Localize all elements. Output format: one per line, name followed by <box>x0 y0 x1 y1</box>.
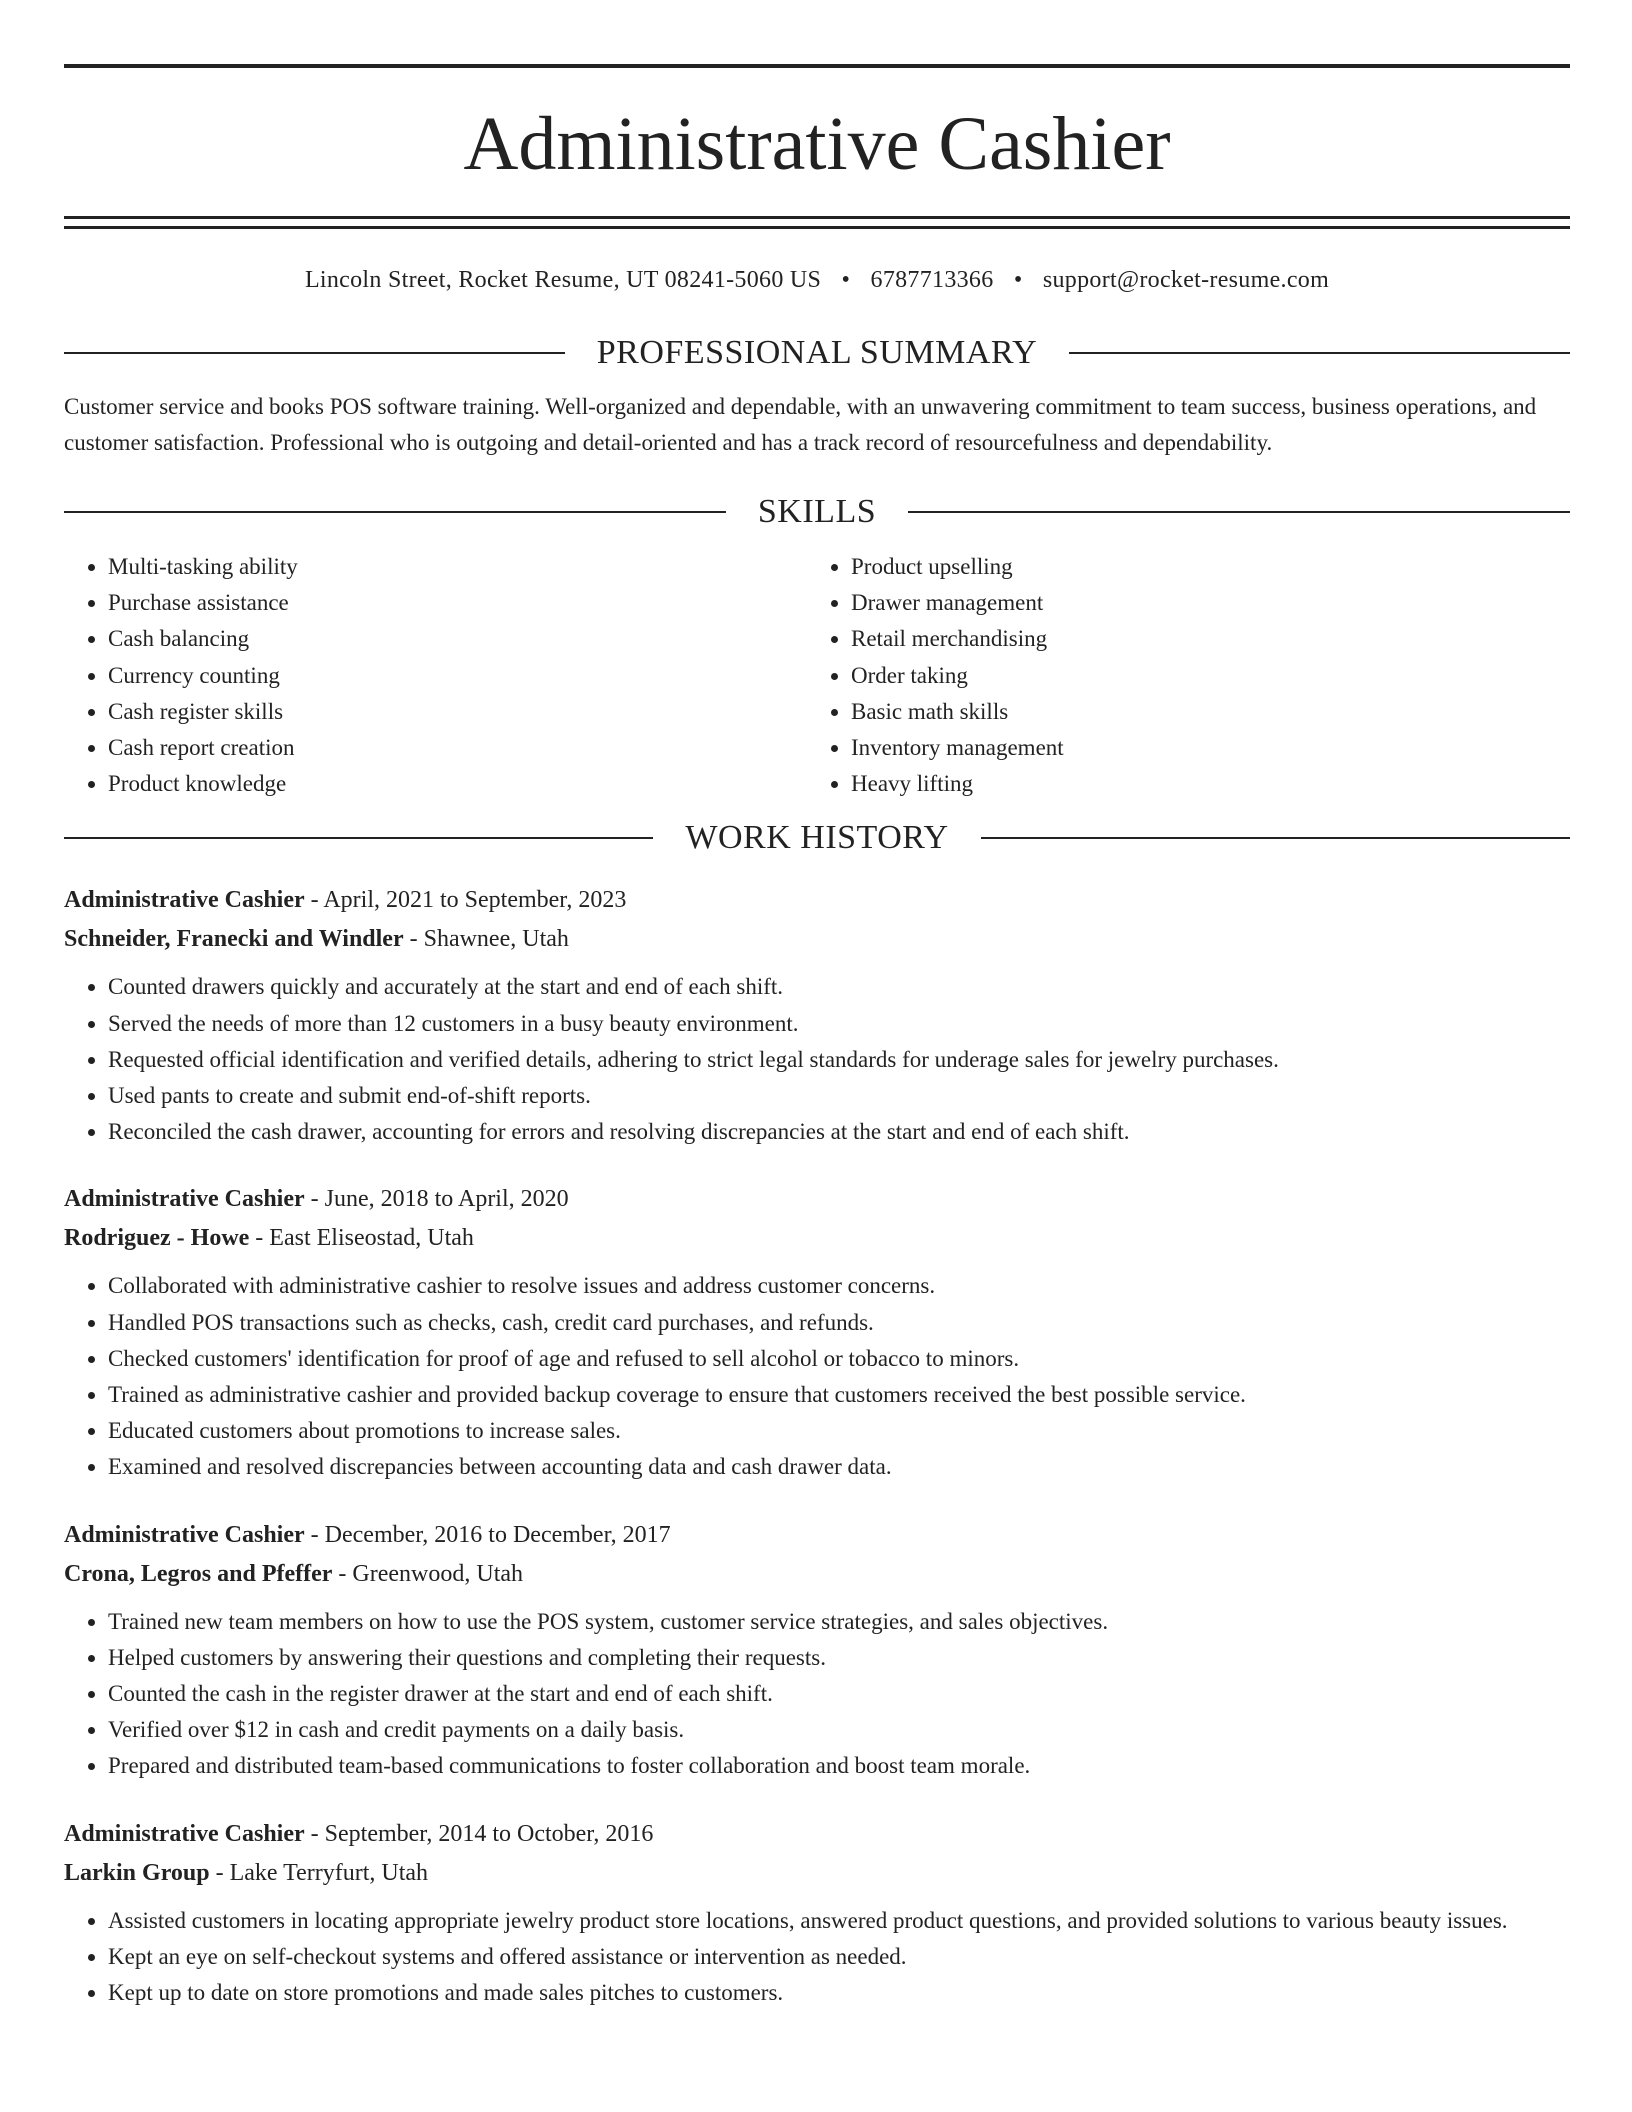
skill-item: • Order taking <box>851 658 1550 694</box>
heading-rule-right <box>908 511 1570 513</box>
duty-item: • Checked customers' identification for proof of age and refused to sell alcohol or tobacco to minors. <box>108 1341 1570 1377</box>
contact-separator: • <box>1013 267 1023 293</box>
skill-item: • Cash report creation <box>108 730 807 766</box>
contact-separator: • <box>841 267 851 293</box>
heading-rule-right <box>1069 352 1570 354</box>
job-role: Administrative Cashier <box>64 887 305 914</box>
skills-list <box>64 549 1570 802</box>
job-dates: - April, 2021 to September, 2023 <box>304 887 627 914</box>
job-company: Rodriguez - Howe <box>64 1225 250 1252</box>
job-dates: - December, 2016 to December, 2017 <box>304 1521 671 1548</box>
duty-item: • Used pants to create and submit end-of-shift reports. <box>108 1078 1570 1114</box>
heading-rule-right <box>981 837 1570 839</box>
skills-title: SKILLS <box>757 493 877 530</box>
skill-item: • Cash register skills <box>108 694 807 730</box>
header-double-rule-top <box>64 216 1570 219</box>
summary-title: PROFESSIONAL SUMMARY <box>596 334 1038 371</box>
duty-item: • Educated customers about promotions to increase sales. <box>108 1413 1570 1449</box>
job-entry <box>64 1815 1570 2012</box>
skill-item: • Multi-tasking ability <box>108 549 807 585</box>
job-entry <box>64 1180 1570 1485</box>
job-location: - East Eliseostad, Utah <box>249 1225 474 1252</box>
job-role: Administrative Cashier <box>64 1186 305 1213</box>
duty-item: • Kept an eye on self-checkout systems and offered assistance or intervention as needed. <box>108 1939 1570 1975</box>
job-company-line <box>64 920 1570 959</box>
contact-phone: 6787713366 <box>870 267 994 293</box>
summary-text: Customer service and books POS software training. Well-organized and dependable, with an unwavering commitment to team success, business operations, and customer satisfaction. Professional who is outgoing and detail-oriented and has a track record of resourcefulness and dependability. <box>64 394 1537 455</box>
skill-item: • Retail merchandising <box>851 621 1550 657</box>
heading-rule-left <box>64 352 565 354</box>
skill-item: • Heavy lifting <box>851 766 1550 802</box>
contact-line <box>64 265 1570 295</box>
duty-item: • Reconciled the cash drawer, accounting for errors and resolving discrepancies at the start and end of each shift. <box>108 1114 1570 1150</box>
job-entry <box>64 881 1570 1150</box>
resume <box>64 64 1570 2011</box>
skills-section-heading <box>64 491 1570 533</box>
duty-item: • Counted drawers quickly and accurately at the start and end of each shift. <box>108 969 1570 1005</box>
job-location: - Shawnee, Utah <box>403 926 569 953</box>
skill-item: • Product upselling <box>851 549 1550 585</box>
skill-item: • Basic math skills <box>851 694 1550 730</box>
job-title-line <box>64 1815 1570 1854</box>
job-role: Administrative Cashier <box>64 1820 305 1847</box>
job-entry <box>64 1516 1570 1785</box>
job-duties <box>64 969 1570 1150</box>
job-duties <box>64 1268 1570 1485</box>
skill-item: • Product knowledge <box>108 766 807 802</box>
contact-email: support@rocket-resume.com <box>1042 267 1330 293</box>
heading-rule-left <box>64 511 726 513</box>
duty-item: • Examined and resolved discrepancies between accounting data and cash drawer data. <box>108 1449 1570 1485</box>
heading-rule-left <box>64 837 653 839</box>
job-company: Crona, Legros and Pfeffer <box>64 1560 333 1587</box>
job-duties <box>64 1903 1570 2012</box>
skill-item: • Cash balancing <box>108 621 807 657</box>
work-title: WORK HISTORY <box>685 819 949 857</box>
skills-column-right <box>807 549 1550 802</box>
job-company-line <box>64 1854 1570 1893</box>
duty-item: • Trained new team members on how to use the POS system, customer service strategies, and sales objectives. <box>108 1604 1570 1640</box>
header-double-rule-bottom <box>64 226 1570 229</box>
duty-item: • Served the needs of more than 12 customers in a busy beauty environment. <box>108 1006 1570 1042</box>
duty-item: • Counted the cash in the register drawer at the start and end of each shift. <box>108 1676 1570 1712</box>
skill-item: • Inventory management <box>851 730 1550 766</box>
job-company-line <box>64 1555 1570 1594</box>
job-title-line <box>64 881 1570 920</box>
job-role: Administrative Cashier <box>64 1521 305 1548</box>
job-dates: - September, 2014 to October, 2016 <box>304 1820 654 1847</box>
duty-item: • Requested official identification and verified details, adhering to strict legal standards for underage sales for jewelry purchases. <box>108 1042 1570 1078</box>
skill-item: • Purchase assistance <box>108 585 807 621</box>
job-duties <box>64 1604 1570 1785</box>
duty-item: • Verified over $12 in cash and credit payments on a daily basis. <box>108 1712 1570 1748</box>
duty-item: • Trained as administrative cashier and provided backup coverage to ensure that customers received the best possible service. <box>108 1377 1570 1413</box>
job-location: - Lake Terryfurt, Utah <box>209 1859 429 1886</box>
duty-item: • Handled POS transactions such as checks, cash, credit card purchases, and refunds. <box>108 1305 1570 1341</box>
duty-item: • Kept up to date on store promotions and made sales pitches to customers. <box>108 1975 1570 2011</box>
job-title-line <box>64 1180 1570 1219</box>
job-location: - Greenwood, Utah <box>332 1560 524 1587</box>
duty-item: • Prepared and distributed team-based communications to foster collaboration and boost team morale. <box>108 1748 1570 1784</box>
summary-section-heading <box>64 332 1570 374</box>
duty-item: • Collaborated with administrative cashier to resolve issues and address customer concerns. <box>108 1268 1570 1304</box>
candidate-name: Administrative Cashier <box>463 102 1171 186</box>
job-company: Schneider, Franecki and Windler <box>64 926 404 953</box>
duty-item: • Helped customers by answering their questions and completing their requests. <box>108 1640 1570 1676</box>
skills-column-left <box>64 549 807 802</box>
skill-item: • Drawer management <box>851 585 1550 621</box>
job-company: Larkin Group <box>64 1859 210 1886</box>
work-section-heading <box>64 817 1570 859</box>
job-title-line <box>64 1516 1570 1555</box>
skill-item: • Currency counting <box>108 658 807 694</box>
contact-address: Lincoln Street, Rocket Resume, UT 08241-5060 US <box>304 267 822 293</box>
job-company-line <box>64 1219 1570 1258</box>
duty-item: • Assisted customers in locating appropriate jewelry product store locations, answered product questions, and provided solutions to various beauty issues. <box>108 1903 1570 1939</box>
job-dates: - June, 2018 to April, 2020 <box>304 1186 569 1213</box>
